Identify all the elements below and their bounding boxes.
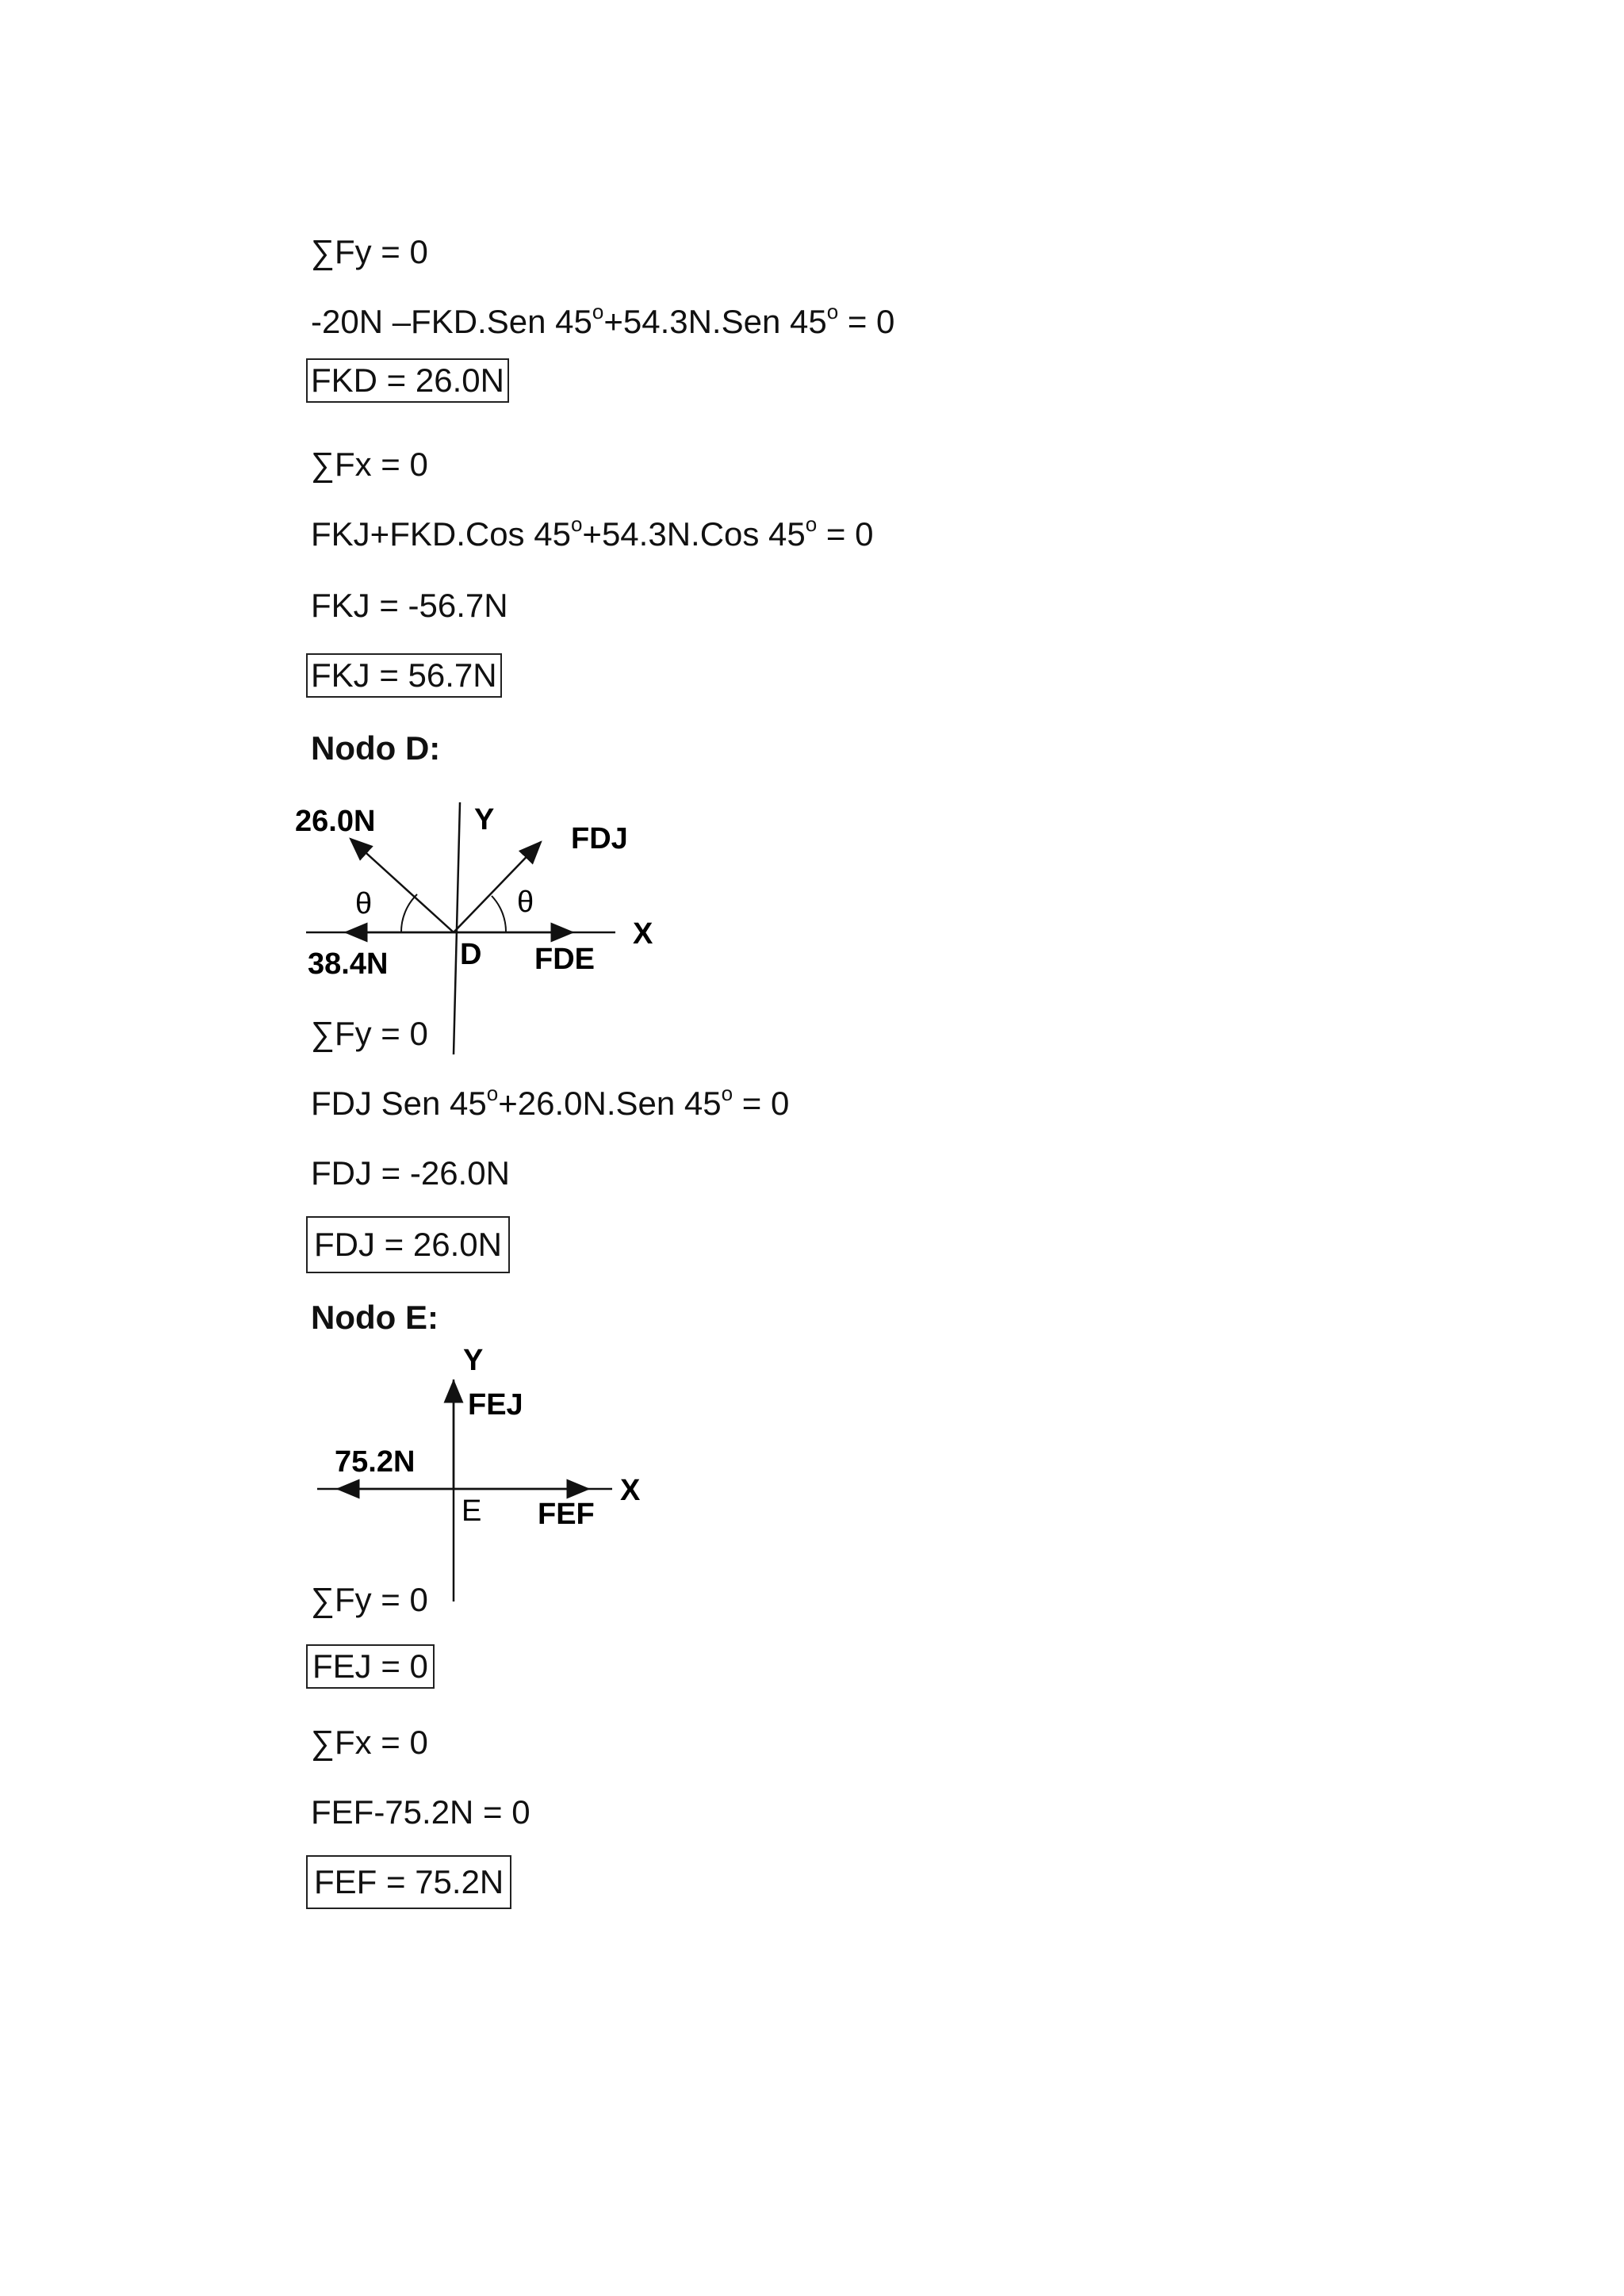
label-fdj: FDJ bbox=[571, 822, 628, 855]
sum-fy-equation-3: ∑Fy = 0 bbox=[311, 1581, 428, 1618]
fef-equation: FEF-75.2N = 0 bbox=[311, 1793, 530, 1831]
degree-sign: o bbox=[592, 300, 604, 323]
angle-arc-left bbox=[401, 894, 417, 932]
theta-left: θ bbox=[355, 887, 373, 920]
sum-fx-equation-1: ∑Fx = 0 bbox=[311, 446, 428, 483]
label-26n: 26.0N bbox=[295, 805, 376, 838]
eq-part: +26.0N.Sen 45 bbox=[498, 1085, 722, 1122]
fdj-result-box: FDJ = 26.0N bbox=[306, 1216, 510, 1273]
label-e: E bbox=[462, 1494, 482, 1528]
label-x: X bbox=[633, 917, 653, 951]
fdj-equation bbox=[311, 1083, 789, 1124]
eq-part: +54.3N.Sen 45 bbox=[603, 303, 827, 340]
fej-result-box: FEJ = 0 bbox=[306, 1644, 435, 1689]
label-38n: 38.4N bbox=[308, 947, 389, 981]
label-y: Y bbox=[463, 1344, 484, 1377]
eq-part: +54.3N.Cos 45 bbox=[582, 515, 806, 553]
fkj-equation bbox=[311, 514, 873, 555]
eq-part: = 0 bbox=[817, 515, 874, 553]
label-y: Y bbox=[474, 803, 495, 836]
label-75n: 75.2N bbox=[335, 1445, 416, 1479]
degree-sign: o bbox=[826, 300, 839, 323]
label-fde: FDE bbox=[534, 943, 595, 976]
sum-fy-equation-1: ∑Fy = 0 bbox=[311, 233, 428, 270]
label-x: X bbox=[620, 1474, 641, 1507]
theta-right: θ bbox=[517, 886, 534, 919]
angle-arc-right bbox=[492, 896, 506, 932]
nodo-e-heading: Nodo E: bbox=[311, 1299, 439, 1336]
eq-part: FKJ+FKD.Cos 45 bbox=[311, 515, 571, 553]
fkd-result-box: FKD = 26.0N bbox=[306, 358, 509, 403]
eq-part: = 0 bbox=[733, 1085, 790, 1122]
degree-sign: o bbox=[486, 1081, 499, 1105]
eq-part: = 0 bbox=[838, 303, 895, 340]
eq-part: -20N –FKD.Sen 45 bbox=[311, 303, 592, 340]
degree-sign: o bbox=[721, 1081, 733, 1105]
degree-sign: o bbox=[570, 512, 583, 536]
sum-fy-equation-2: ∑Fy = 0 bbox=[311, 1015, 428, 1052]
sum-fx-equation-2: ∑Fx = 0 bbox=[311, 1724, 428, 1761]
node-e-diagram bbox=[301, 1332, 666, 1617]
label-fef: FEF bbox=[538, 1498, 595, 1531]
fkj-result-box: FKJ = 56.7N bbox=[306, 653, 502, 698]
label-d: D bbox=[460, 938, 482, 971]
label-fej: FEJ bbox=[468, 1388, 523, 1422]
eq-part: FDJ Sen 45 bbox=[311, 1085, 487, 1122]
fkj-negative-result: FKJ = -56.7N bbox=[311, 587, 508, 624]
fef-result-box: FEF = 75.2N bbox=[306, 1855, 511, 1909]
degree-sign: o bbox=[805, 512, 818, 536]
nodo-d-heading: Nodo D: bbox=[311, 729, 441, 767]
fdj-negative-result: FDJ = -26.0N bbox=[311, 1154, 510, 1192]
fkd-equation bbox=[311, 301, 894, 342]
